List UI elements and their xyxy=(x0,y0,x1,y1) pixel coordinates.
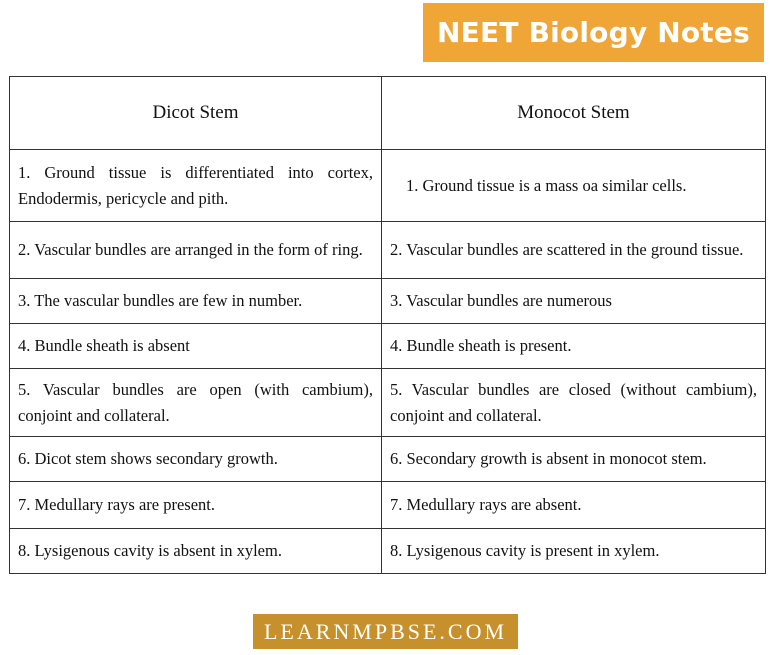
table-row xyxy=(10,369,766,437)
dicot-cell: 7. Medullary rays are present. xyxy=(10,482,382,529)
monocot-cell: 4. Bundle sheath is present. xyxy=(382,324,766,369)
monocot-cell: 2. Vascular bundles are scattered in the ground tissue. xyxy=(382,222,766,279)
table-row xyxy=(10,437,766,482)
monocot-cell: 5. Vascular bundles are closed (without cambium), conjoint and collateral. xyxy=(382,369,766,437)
comparison-table xyxy=(9,76,766,574)
dicot-cell: 1. Ground tissue is differentiated into cortex, Endodermis, pericycle and pith. xyxy=(10,150,382,222)
dicot-cell: 6. Dicot stem shows secondary growth. xyxy=(10,437,382,482)
table-row xyxy=(10,529,766,574)
header-monocot-stem: Monocot Stem xyxy=(382,77,766,150)
dicot-cell: 2. Vascular bundles are arranged in the form of ring. xyxy=(10,222,382,279)
banner-title: NEET Biology Notes xyxy=(423,3,764,62)
monocot-cell: 3. Vascular bundles are numerous xyxy=(382,279,766,324)
dicot-cell: 4. Bundle sheath is absent xyxy=(10,324,382,369)
header-row xyxy=(10,77,766,150)
dicot-cell: 8. Lysigenous cavity is absent in xylem. xyxy=(10,529,382,574)
table-row xyxy=(10,150,766,222)
table-row xyxy=(10,222,766,279)
table-row xyxy=(10,482,766,529)
monocot-cell: 8. Lysigenous cavity is present in xylem. xyxy=(382,529,766,574)
table-row xyxy=(10,324,766,369)
header-dicot-stem: Dicot Stem xyxy=(10,77,382,150)
footer-site-name: LEARNMPBSE.COM xyxy=(253,614,518,649)
monocot-cell: 7. Medullary rays are absent. xyxy=(382,482,766,529)
dicot-cell: 5. Vascular bundles are open (with cambium), conjoint and collateral. xyxy=(10,369,382,437)
table-row xyxy=(10,279,766,324)
monocot-cell: 6. Secondary growth is absent in monocot stem. xyxy=(382,437,766,482)
monocot-cell: 1. Ground tissue is a mass oa similar cells. xyxy=(382,150,766,222)
dicot-cell: 3. The vascular bundles are few in number. xyxy=(10,279,382,324)
